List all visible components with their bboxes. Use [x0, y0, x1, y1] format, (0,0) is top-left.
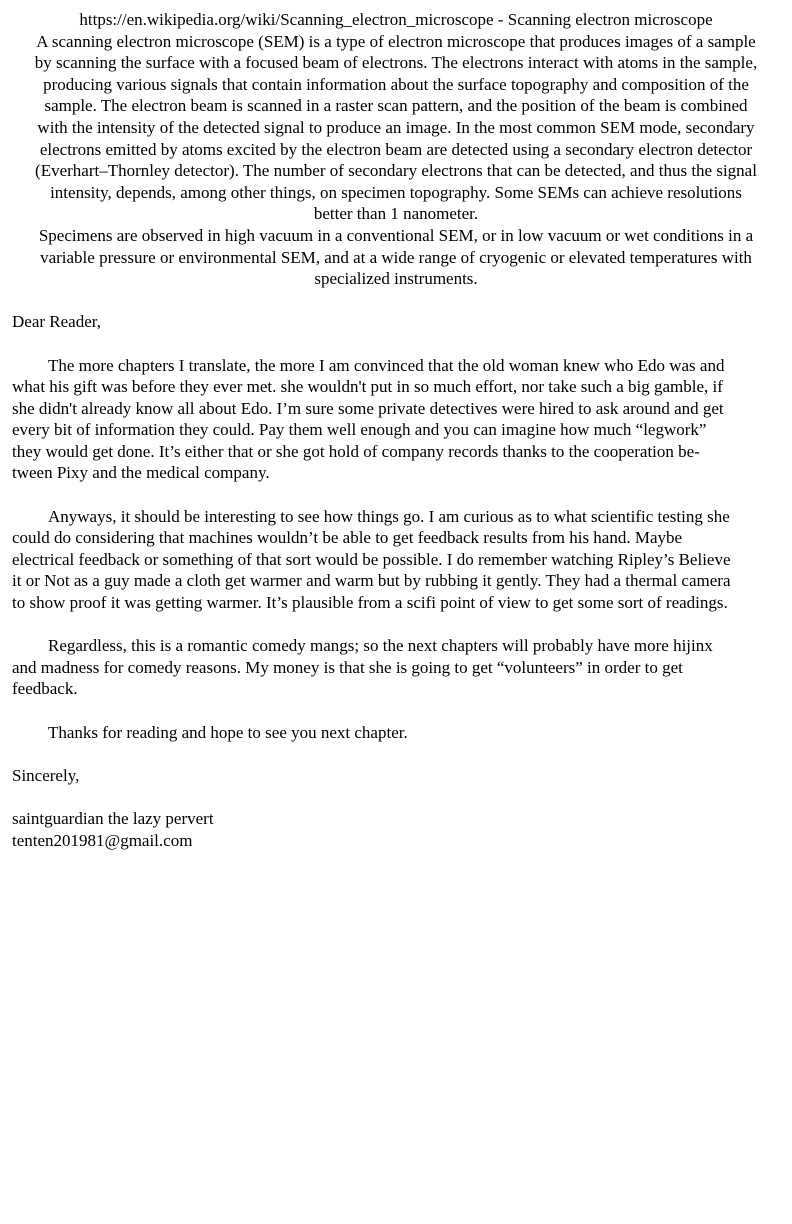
paragraph: [12, 635, 792, 700]
text-line: it or Not as a guy made a cloth get warmer and warm but by rubbing it gently. They had a thermal camera: [12, 571, 731, 591]
text-line: The more chapters I translate, the more I am convinced that the old woman knew who Edo was and: [48, 355, 725, 375]
paragraph: [10, 31, 782, 225]
paragraph: [10, 225, 782, 290]
text-line: feedback.: [12, 679, 78, 699]
text-line: intensity, depends, among other things, on specimen topography. Some SEMs can achieve resolutions: [50, 182, 742, 202]
text-line: tween Pixy and the medical company.: [12, 463, 270, 483]
text-line: and madness for comedy reasons. My money is that she is going to get “volunteers” in order to get: [12, 657, 683, 677]
paragraph: [12, 355, 792, 485]
text-line: better than 1 nanometer.: [313, 204, 479, 224]
letter-signature: saintguardian the lazy pervert: [12, 808, 214, 828]
text-line: electrical feedback or something of that sort would be possible. I do remember watching Ripley’s Believe: [12, 549, 731, 569]
text-line: Anyways, it should be interesting to see how things go. I am curious as to what scientific testing she: [48, 506, 730, 526]
text-line: Specimens are observed in high vacuum in a conventional SEM, or in low vacuum or wet conditions in a: [38, 225, 754, 245]
article-header: [0, 0, 792, 290]
text-line: Regardless, this is a romantic comedy mangs; so the next chapters will probably have more hijinx: [48, 636, 713, 656]
text-line: with the intensity of the detected signal to produce an image. In the most common SEM mode, secondary: [37, 117, 755, 137]
letter-greeting: Dear Reader,: [12, 312, 101, 332]
text-line: by scanning the surface with a focused beam of electrons. The electrons interact with atoms in the sample,: [34, 53, 758, 73]
paragraph: [12, 506, 792, 614]
text-line: could do considering that machines wouldn’t be able to get feedback results from his hand. Maybe: [12, 528, 683, 548]
letter: [0, 311, 792, 851]
text-line: to show proof it was getting warmer. It’s plausible from a scifi point of view to get some sort of readings.: [12, 593, 728, 613]
text-line: every bit of information they could. Pay them well enough and you can imagine how much “legwork”: [12, 420, 707, 440]
text-line: they would get done. It’s either that or she got hold of company records thanks to the cooperation be-: [12, 441, 700, 461]
letter-closing: Sincerely,: [12, 765, 80, 785]
paragraph: [12, 722, 792, 744]
text-line: Thanks for reading and hope to see you next chapter.: [48, 722, 408, 742]
text-line: variable pressure or environmental SEM, and at a wide range of cryogenic or elevated temperatures with: [40, 247, 752, 267]
text-line: what his gift was before they ever met. she wouldn't put in so much effort, nor take such a big gamble, if: [12, 377, 723, 397]
text-line: electrons emitted by atoms excited by the electron beam are detected using a secondary electron detector: [39, 139, 753, 159]
letter-body: [12, 355, 792, 744]
article-summary: [10, 31, 782, 290]
text-line: A scanning electron microscope (SEM) is a type of electron microscope that produces images of a sample: [36, 31, 756, 51]
text-line: specialized instruments.: [314, 269, 478, 289]
page-title: https://en.wikipedia.org/wiki/Scanning_electron_microscope - Scanning electron microscope: [79, 10, 713, 29]
text-line: producing various signals that contain information about the surface topography and composition of the: [43, 74, 749, 94]
text-line: (Everhart–Thornley detector). The number of secondary electrons that can be detected, and thus the signal: [35, 161, 757, 181]
text-line: she didn't already know all about Edo. I’m sure some private detectives were hired to ask around and get: [12, 398, 724, 418]
letter-email: tenten201981@gmail.com: [12, 830, 193, 850]
text-line: sample. The electron beam is scanned in a raster scan pattern, and the position of the beam is combined: [44, 96, 748, 116]
